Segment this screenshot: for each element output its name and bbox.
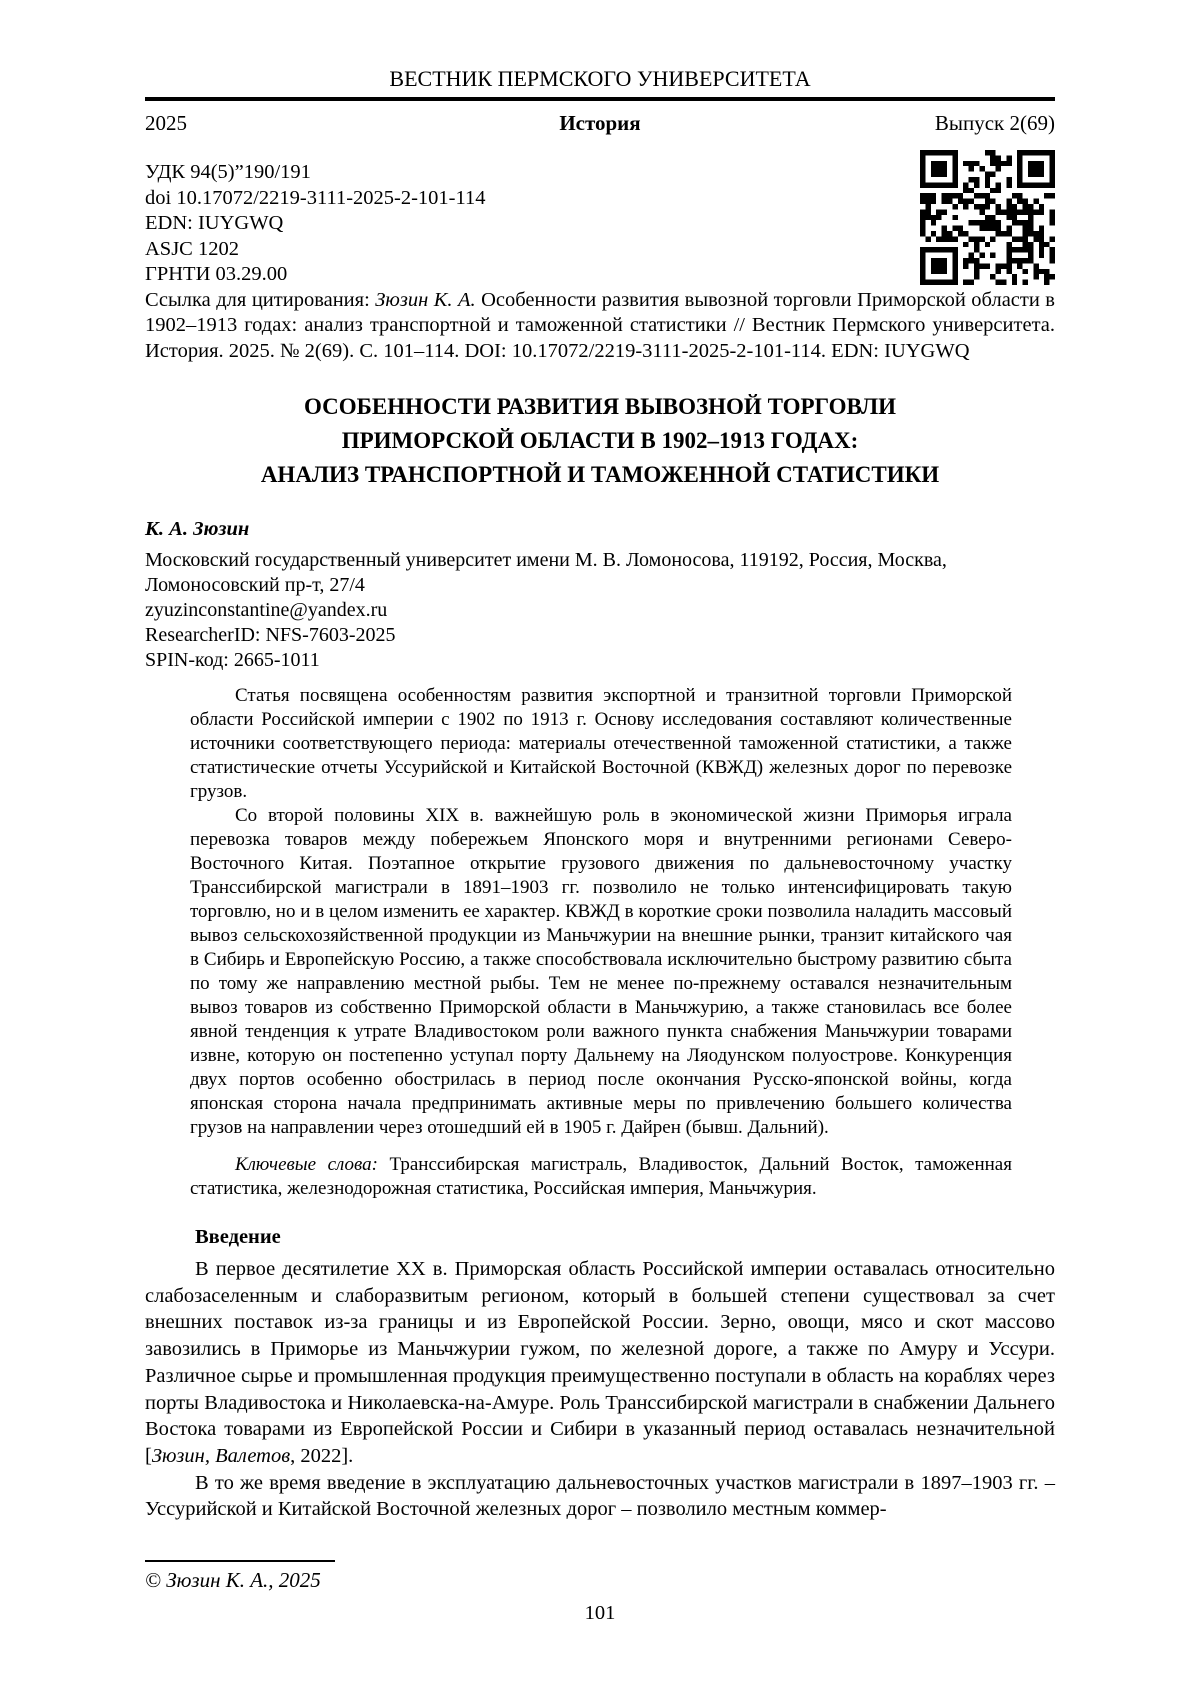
copyright-footer (145, 1560, 335, 1593)
issue-section: История (559, 111, 641, 135)
researcher-id: ResearcherID: NFS-7603-2025 (145, 624, 396, 646)
page-number: 101 (584, 1602, 616, 1624)
keywords-text: Транссибирская магистраль, Владивосток, Дальний Восток, таможенная статистика, железнодорожная статистика, Российская империя, Маньчжурия. (190, 1154, 1012, 1199)
author-name: К. А. Зюзин (145, 518, 250, 540)
affiliation-street: Ломоносовский пр-т, 27/4 (145, 574, 365, 596)
abstract-block (190, 684, 1012, 1140)
abstract-paragraph-1: Статья посвящена особенностям развития экспортной и транзитной торговли Приморской области Российской империи с 1902 по 1913 г. Основу исследования составляют количественные источники соответствующего периода: материалы отечественной таможенной статистики, а также статистические отчеты Уссурийской и Китайской Восточной (КВЖД) железных дорог по перевозке грузов. (190, 685, 1012, 802)
intro-citation-ref: Зюзин, Валетов (151, 1444, 291, 1467)
qr-code-image (920, 150, 1055, 285)
issue-year: 2025 (145, 111, 187, 135)
spin-code: SPIN-код: 2665-1011 (145, 649, 320, 671)
abstract-paragraph-2: Со второй половины XIX в. важнейшую роль в экономической жизни Приморья играла перевозка товаров между побережьем Японского моря и внутренними регионами Северо-Восточного Китая. Поэтапное открытие грузового движения по дальневосточному участку Транссибирской магистрали в 1891–1903 гг. позволило не только интенсифицировать такую торговлю, но и в целом изменить ее характер. КВЖД в короткие сроки позволила наладить массовый вывоз сельскохозяйственной продукции из Маньчжурии на внешние рынки, транзит китайского чая в Сибирь и Европейскую Россию, а также способствовала исключительно быстрому развитию сбыта по тому же направлению местной рыбы. Тем не менее по-прежнему оставался незначительным вывоз товаров из собственно Приморской области в Маньчжурию, а также становилась все более явной тенденция к утрате Владивостоком роли важного пункта снабжения Маньчжурии товарами извне, которую он постепенно уступал порту Дальнему на Ляодунском полуострове. Конкуренция двух портов особенно обострилась в период после окончания Русско-японской войны, когда японская сторона начала предпринимать активные меры по привлечению большего количества грузов на направлении через отошедший ей в 1905 г. Дайрен (бывш. Дальний). (190, 805, 1012, 1138)
article-title (145, 390, 1055, 492)
affiliation-address: Московский государственный университет имени М. В. Ломоносова, 119192, Россия, Москва, (145, 549, 947, 571)
author-email: zyuzinconstantine@yandex.ru (145, 599, 388, 621)
intro-paragraph-2: В то же время введение в эксплуатацию дальневосточных участков магистрали в 1897–1903 гг. – Уссурийской и Китайской Восточной железных дорог – позволило местным коммер- (145, 1471, 1055, 1521)
keywords-paragraph (190, 1153, 1012, 1201)
keywords-label: Ключевые слова: (235, 1154, 378, 1175)
citation-text: Особенности развития вывозной торговли Приморской области в 1902–1913 годах: анализ транспортной и таможенной статистики // Вестник Пермского университета. История. 2025. № 2(69). С. 101–114. DOI: 10.17072/2219-3111-2025-2-101-114. EDN: IUYGWQ (145, 288, 1055, 362)
copyright-notice: © Зюзин К. А., 2025 (145, 1568, 321, 1592)
journal-title: ВЕСТНИК ПЕРМСКОГО УНИВЕРСИТЕТА (389, 66, 811, 91)
edn-line: EDN: IUYGWQ (145, 212, 284, 234)
issue-row (145, 110, 1055, 136)
doi-line: doi 10.17072/2219-3111-2025-2-101-114 (145, 186, 486, 209)
article-title-line-3: АНАЛИЗ ТРАНСПОРТНОЙ И ТАМОЖЕННОЙ СТАТИСТИКИ (260, 462, 940, 487)
asjc-line: ASJC 1202 (145, 237, 239, 260)
citation-paragraph (145, 288, 1055, 365)
header-rule (145, 97, 1055, 101)
copyright-rule (145, 1560, 335, 1562)
grnti-line: ГРНТИ 03.29.00 (145, 263, 288, 285)
issue-number: Выпуск 2(69) (934, 111, 1055, 135)
introduction-heading: Введение (195, 1226, 281, 1248)
metadata-block (145, 160, 1055, 364)
udc-line: УДК 94(5)”190/191 (145, 161, 311, 183)
article-title-line-1: ОСОБЕННОСТИ РАЗВИТИЯ ВЫВОЗНОЙ ТОРГОВЛИ (303, 394, 896, 419)
intro-paragraph-1 (145, 1256, 1055, 1470)
intro-paragraph-1-text: В первое десятилетие XX в. Приморская область Российской империи оставалась относительно слабозаселенным и слаборазвитым регионом, который в большей степени существовал за счет внешних поставок из-за границы и из Европейской России. Зерно, овощи, мясо и скот массово завозились в Приморье из Маньчжурии гужом, по железной дороге, а также по Амуру и Уссури. Различное сырье и промышленная продукция преимущественно поступали в область на кораблях через порты Владивостока и Николаевска-на-Амуре. Роль Транссибирской магистрали в снабжении Дальнего Востока товарами из Европейской России и Сибири в указанный период оставалась незначительной [ (145, 1258, 1055, 1467)
citation-author-names: Зюзин К. А. (375, 288, 476, 311)
qr-code (920, 150, 1055, 285)
citation-label: Ссылка для цитирования: (145, 288, 376, 311)
page-content (145, 0, 1055, 1523)
article-title-line-2: ПРИМОРСКОЙ ОБЛАСТИ В 1902–1913 ГОДАХ: (341, 428, 859, 453)
intro-paragraph-1-tail: , 2022]. (290, 1444, 354, 1467)
affiliation-block (145, 548, 1055, 673)
